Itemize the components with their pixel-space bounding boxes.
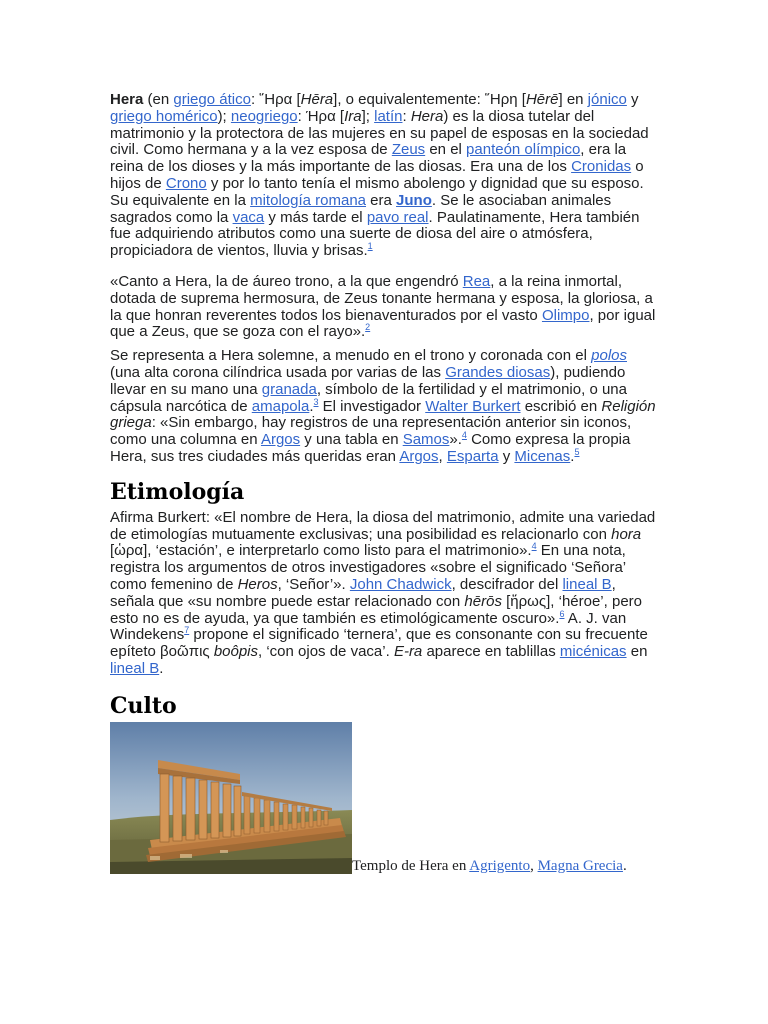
representation-paragraph: Se representa a Hera solemne, a menudo en el trono y coronada con el polos (una alta corona cilíndrica usada por varias de las Grandes diosas), pudiendo llevar en su mano una granada, símbolo de la fertilidad y el matrimonio, o una cápsula narcótica de amapola.$^3$ El investigador Walter Burkert escribió en Religión griega: «Sin embargo, hay registros de una representación anterior sin iconos, como una columna en Argos y una tabla en Samos».$^4$ Como expresa la propia Hera, sus tres ciudades más queridas eran Argos, Esparta y Micenas.$^5$: [110, 347, 656, 465]
footnote-ref-3[interactable]: 3: [313, 396, 319, 407]
link-argos[interactable]: Argos: [260, 431, 301, 449]
link-panteon-olimpico[interactable]: panteón olímpico: [466, 141, 581, 159]
figure-caption: Templo de Hera en Agrigento, Magna Grecia.: [352, 857, 627, 874]
section-heading-culto: Culto: [110, 692, 177, 719]
link-olimpo[interactable]: Olimpo: [541, 306, 590, 324]
link-zeus[interactable]: Zeus: [391, 141, 426, 159]
temple-figure: [110, 722, 658, 874]
link-esparta[interactable]: Esparta: [446, 447, 499, 465]
link-polos[interactable]: polos: [591, 347, 627, 365]
footnote-ref-7[interactable]: 7: [184, 625, 190, 636]
footnote-ref-5[interactable]: 5: [574, 446, 580, 457]
link-micenas[interactable]: Micenas: [514, 447, 571, 465]
section-heading-etimologia: Etimología: [110, 478, 245, 505]
link-griego-atico[interactable]: griego ático: [173, 91, 251, 108]
link-lineal-b[interactable]: lineal B: [562, 575, 612, 593]
link-griego-homerico[interactable]: griego homérico: [110, 107, 218, 125]
article-subject: Hera: [110, 91, 144, 108]
temple-of-hera-photo[interactable]: [110, 722, 352, 874]
link-vaca[interactable]: vaca: [232, 208, 265, 226]
article-body: [110, 92, 658, 874]
link-lineal-b-2[interactable]: lineal B: [110, 659, 160, 677]
link-rea[interactable]: Rea: [462, 272, 491, 290]
footnote-ref-6[interactable]: 6: [559, 608, 565, 619]
etymology-paragraph: Afirma Burkert: «El nombre de Hera, la diosa del matrimonio, admite una variedad de etimologías mutuamente exclusivas; una posibilidad es relacionarlo con hora [ὡρα], ‘estación’, e interpretarlo como listo para el matrimonio».$^4$ En una nota, registra los argumentos de otros investigadores «sobre el significado ‘Señora’ como femenino de Heros, ‘Señor’». John Chadwick, descifrador del lineal B, señala que «su nombre puede estar relacionado con hērōs [ἥρως], ‘héroe’, pero esto no es de ayuda, ya que también es etimológicamente oscuro».$^6$ A. J. van Windekens$^7$ propone el significado ‘ternera’, que es consonante con su frecuente epíteto βοῶπις boôpis, ‘con ojos de vaca’. E-ra aparece en tablillas micénicas en lineal B.: [110, 508, 656, 677]
link-samos[interactable]: Samos: [402, 431, 450, 449]
link-latin[interactable]: latín: [374, 107, 403, 125]
link-crono[interactable]: Crono: [165, 174, 207, 192]
link-cronidas[interactable]: Cronidas: [571, 158, 632, 176]
footnote-ref-4b[interactable]: 4: [531, 541, 537, 552]
link-juno[interactable]: Juno: [396, 191, 432, 209]
footnote-ref-4[interactable]: 4: [461, 430, 467, 441]
hymn-quote: «Canto a Hera, la de áureo trono, a la que engendró Rea, a la reina inmortal, dotada de suprema hermosura, de Zeus tonante hermana y esposa, la gloriosa, a la que honran reverentes todos los bienaventurados por el vasto Olimpo, por igual que a Zeus, que se goza con el rayo».$^2$: [110, 272, 656, 341]
footnote-ref-2[interactable]: 2: [365, 322, 371, 333]
link-walter-burkert[interactable]: Walter Burkert: [425, 397, 521, 415]
link-mitologia-romana[interactable]: mitología romana: [250, 191, 367, 209]
link-micenicas[interactable]: micénicas: [559, 643, 627, 661]
link-jonico[interactable]: jónico: [587, 91, 627, 108]
link-magna-grecia[interactable]: Magna Grecia: [537, 857, 623, 874]
link-pavo-real[interactable]: pavo real: [366, 208, 429, 226]
footnote-ref-1[interactable]: 1: [367, 241, 373, 252]
link-argos-2[interactable]: Argos: [399, 447, 439, 465]
link-john-chadwick[interactable]: John Chadwick: [349, 575, 452, 593]
link-grandes-diosas[interactable]: Grandes diosas: [445, 363, 551, 381]
link-granada[interactable]: granada: [261, 380, 317, 398]
link-amapola[interactable]: amapola: [251, 397, 310, 415]
link-neogriego[interactable]: neogriego: [230, 107, 298, 125]
intro-paragraph: Hera (en griego ático: ῞Ηρα [Hēra], o equivalentemente: ῞Ηρη [Hērē] en jónico y griego homérico); neogriego: Ήρα [Ira]; latín: Hera) es la diosa tutelar del matrimonio y la protectora de las mujeres en su papel de esposas en la sociedad civil. Como hermana y a la vez esposa de Zeus en el panteón olímpico, era la reina de los dioses y la más importante de las diosas. Era una de los Cronidas o hijos de Crono y por lo tanto tenía el mismo abolengo y dignidad que su esposo. Su equivalente en la mitología romana era Juno. Se le asociaban animales sagrados como la vaca y más tarde el pavo real. Paulatinamente, Hera también fue adquiriendo atributos como una suerte de diosa del aire o atmósfera, propiciadora de vientos, lluvia y brisas.$^1$: [110, 91, 649, 260]
link-agrigento[interactable]: Agrigento: [469, 857, 531, 874]
